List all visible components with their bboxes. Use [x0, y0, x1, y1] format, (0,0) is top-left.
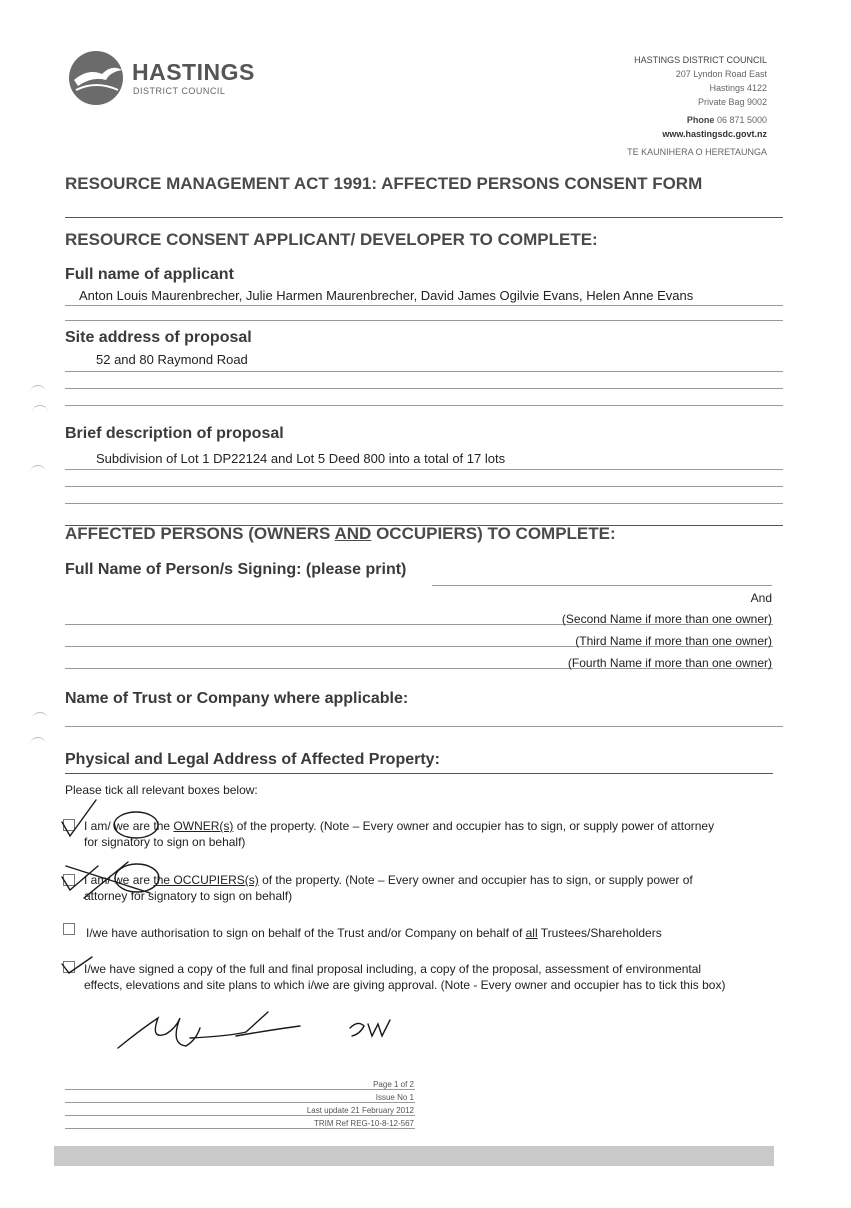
owner-statement: [84, 818, 784, 850]
phone-label: Phone: [686, 115, 715, 125]
text-part: of the property. (Note – Every owner and occupier has to sign, or supply power of: [258, 873, 693, 887]
third-name-label: (Third Name if more than one owner): [575, 634, 772, 648]
applicant-name-value[interactable]: Anton Louis Maurenbrecher, Julie Harmen Maurenbrecher, David James Ogilvie Evans, Helen Anne Evans: [79, 288, 694, 303]
footer-line: [65, 1089, 415, 1090]
applicant-name-label: Full name of applicant: [65, 266, 234, 283]
fourth-name-label: (Fourth Name if more than one owner): [567, 656, 772, 670]
council-address: [627, 53, 767, 159]
footer-page: Page 1 of 2: [373, 1080, 414, 1089]
second-name-label: (Second Name if more than one owner): [561, 612, 772, 626]
text-part: the: [150, 819, 174, 833]
we-are-circled: we are: [114, 819, 151, 833]
occupier-statement: [84, 872, 784, 904]
owner-statement-line1: [84, 818, 784, 834]
owners-underlined: OWNER(s): [173, 819, 234, 833]
footer-line: [65, 1128, 415, 1129]
punch-mark: [30, 385, 46, 400]
owner-checkbox[interactable]: [63, 819, 75, 831]
trust-authorisation-statement: [86, 925, 786, 941]
occupier-statement-line2: attorney for signatory to sign on behalf): [84, 889, 293, 903]
signature-mark: [118, 1012, 300, 1048]
address-maori: TE KAUNIHERA O HERETAUNGA: [627, 147, 767, 157]
logo-subtitle: DISTRICT COUNCIL: [133, 86, 226, 96]
signed-copy-line1: I/we have signed a copy of the full and final proposal including, a copy of the proposal, assessment of environmental: [84, 962, 702, 976]
field-line: [65, 503, 783, 504]
text-part: of the property. (Note – Every owner and occupier has to sign, or supply power of attorney: [233, 819, 715, 833]
signed-copy-checkbox[interactable]: [63, 961, 75, 973]
trust-company-label: Name of Trust or Company where applicable:: [65, 690, 409, 707]
signing-name-line[interactable]: [432, 585, 772, 586]
field-line: [65, 320, 783, 321]
text-part: Trustees/Shareholders: [537, 926, 662, 940]
signing-name-label: Full Name of Person/s Signing: (please print): [65, 561, 407, 578]
divider: [65, 217, 783, 218]
field-line: [65, 388, 783, 389]
property-address-line[interactable]: [65, 773, 773, 774]
footer-updated: Last update 21 February 2012: [306, 1106, 414, 1115]
phone-number: 06 871 5000: [716, 115, 767, 125]
footer-line: [65, 1102, 415, 1103]
footer-trim: TRIM Ref REG-10-8-12-567: [313, 1119, 414, 1128]
text-part: I am/: [84, 819, 115, 833]
heading-part: AFFECTED PERSONS (OWNERS: [65, 524, 335, 543]
punch-mark: [32, 712, 48, 727]
heading-and-underlined: AND: [334, 524, 372, 543]
punch-mark: [30, 737, 46, 752]
signed-copy-line2: effects, elevations and site plans to which i/we are giving approval. (Note - Every owner and occupier has to tick this box): [84, 978, 726, 992]
address-bag: Private Bag 9002: [697, 97, 767, 107]
form-title: RESOURCE MANAGEMENT ACT 1991: AFFECTED PERSONS CONSENT FORM: [65, 174, 703, 193]
trust-company-line[interactable]: [65, 726, 783, 727]
field-line: [65, 371, 783, 372]
applicant-section-heading: RESOURCE CONSENT APPLICANT/ DEVELOPER TO COMPLETE:: [65, 230, 598, 249]
field-line: [65, 305, 783, 306]
address-org: HASTINGS DISTRICT COUNCIL: [634, 55, 767, 65]
address-street: 207 Lyndon Road East: [675, 69, 767, 79]
all-underlined: all: [525, 926, 538, 940]
site-address-value[interactable]: 52 and 80 Raymond Road: [96, 352, 248, 367]
description-value[interactable]: Subdivision of Lot 1 DP22124 and Lot 5 Deed 800 into a total of 17 lots: [96, 451, 506, 466]
property-address-label: Physical and Legal Address of Affected Property:: [65, 751, 440, 768]
field-line: [65, 469, 783, 470]
we-are-circled: we are: [114, 873, 151, 887]
field-line: [65, 405, 783, 406]
occupier-checkbox[interactable]: [63, 874, 75, 886]
address-city: Hastings 4122: [709, 83, 767, 93]
council-logo: [68, 50, 268, 106]
field-line: [65, 486, 783, 487]
address-website[interactable]: www.hastingsdc.govt.nz: [662, 129, 767, 139]
initials-mark: [350, 1020, 390, 1036]
and-label: And: [750, 591, 772, 605]
footer-band: [54, 1146, 774, 1166]
footer-issue: Issue No 1: [375, 1093, 414, 1102]
punch-mark: [30, 465, 46, 480]
text-part: I/we have authorisation to sign on behalf of the Trust and/or Company on behalf of: [86, 926, 526, 940]
signed-copy-statement: [84, 961, 784, 993]
trust-authorisation-checkbox[interactable]: [63, 923, 75, 935]
tick-instruction: Please tick all relevant boxes below:: [65, 783, 258, 797]
text-part: I am/: [84, 873, 115, 887]
heading-part: OCCUPIERS) TO COMPLETE:: [371, 524, 616, 543]
hastings-emblem-icon: [68, 50, 126, 108]
logo-name: HASTINGS: [132, 59, 255, 85]
description-label: Brief description of proposal: [65, 425, 284, 442]
occupiers-underlined: the OCCUPIERS(s): [153, 873, 259, 887]
punch-mark: [32, 405, 48, 420]
site-address-label: Site address of proposal: [65, 329, 252, 346]
address-phone: [627, 113, 767, 127]
occupier-statement-line1: [84, 872, 784, 888]
affected-section-heading: [65, 524, 616, 544]
owner-statement-line2: for signatory to sign on behalf): [84, 835, 246, 849]
footer-line: [65, 1115, 415, 1116]
